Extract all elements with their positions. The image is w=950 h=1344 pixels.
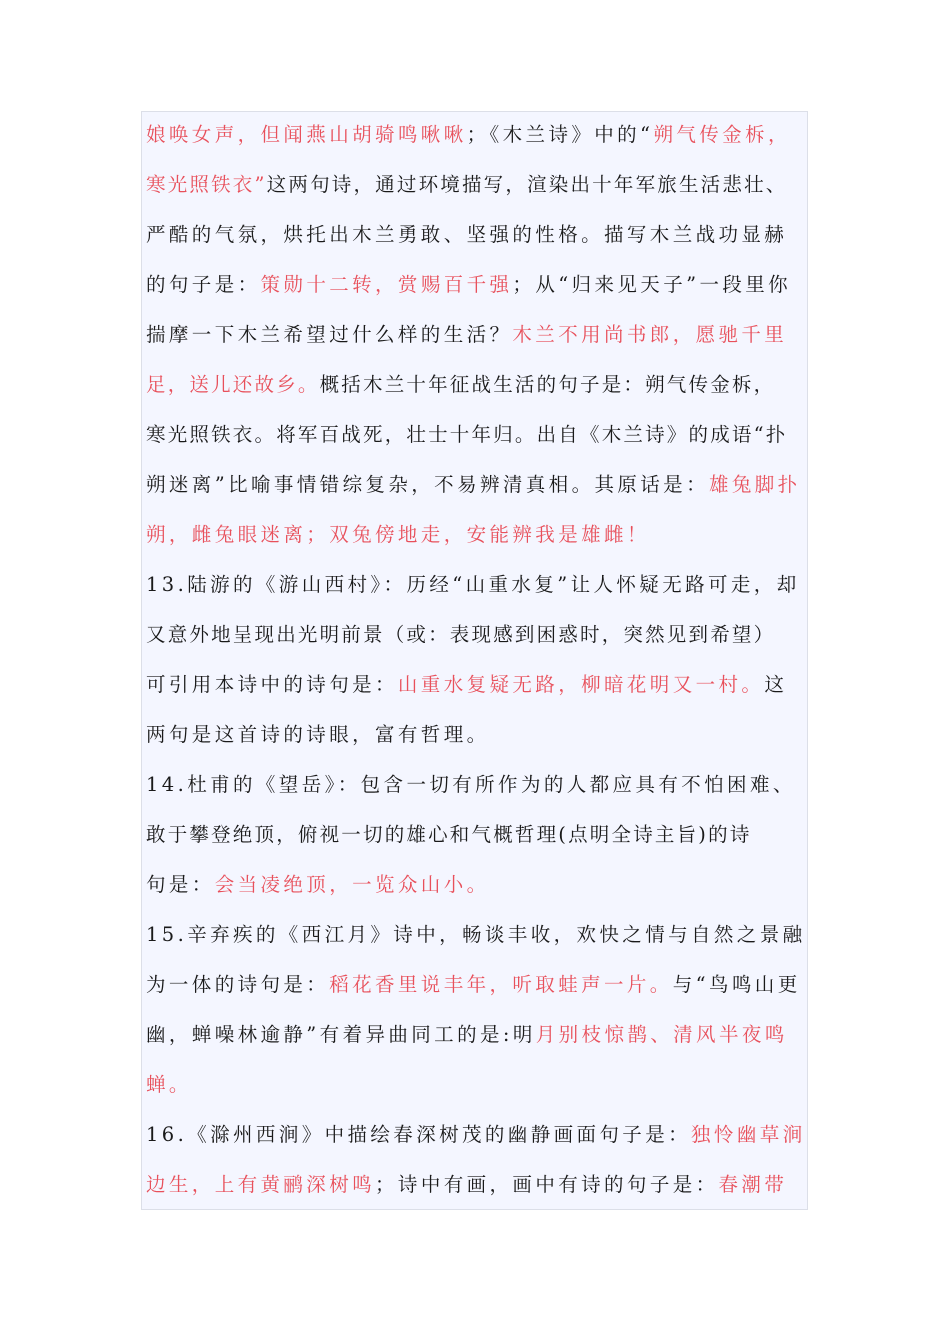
answer-text: 策勋十二转，赏赐百千强 bbox=[260, 273, 513, 296]
question-text: 13.陆游的《游山西村》：历经“山重水复”让人怀疑无路可走，却 bbox=[146, 573, 800, 596]
text-line bbox=[146, 910, 806, 960]
text-line bbox=[146, 1060, 806, 1110]
answer-text: 寒光照铁衣” bbox=[146, 173, 267, 196]
question-text: 与“鸟鸣山更 bbox=[672, 973, 801, 996]
answer-text: 山重水复疑无路，柳暗花明又一村。 bbox=[397, 673, 765, 696]
text-line bbox=[146, 860, 806, 910]
answer-text: 娘唤女声，但闻燕山胡骑鸣啾啾 bbox=[146, 123, 467, 146]
question-text: 严酷的气氛，烘托出木兰勇敢、坚强的性格。描写木兰战功显赫 bbox=[146, 223, 788, 246]
question-text: 16.《滁州西涧》中描绘春深树茂的幽静画面句子是： bbox=[146, 1123, 692, 1146]
document-body bbox=[146, 110, 806, 1210]
question-text: 这 bbox=[764, 673, 788, 696]
answer-text: 足，送儿还故乡。 bbox=[146, 373, 320, 396]
text-line bbox=[146, 960, 806, 1010]
question-text: 14.杜甫的《望岳》：包含一切有所作为的人都应具有不怕困难、 bbox=[146, 773, 796, 796]
question-text: 这两句诗，通过环境描写，渲染出十年军旅生活悲壮、 bbox=[266, 173, 788, 196]
question-text: 为一体的诗句是： bbox=[146, 973, 330, 996]
question-text: 又意外地呈现出光明前景（或：表现感到困惑时，突然见到希望） bbox=[146, 623, 776, 646]
answer-text: 稻花香里说丰年，听取蛙声一片。 bbox=[329, 973, 673, 996]
text-line bbox=[146, 510, 806, 560]
question-text: 寒光照铁衣。将军百战死，壮士十年归。出自《木兰诗》的成语“扑 bbox=[146, 423, 788, 446]
question-text: 两句是这首诗的诗眼，富有哲理。 bbox=[146, 723, 490, 746]
answer-text: 边生，上有黄鹂深树鸣 bbox=[146, 1173, 376, 1196]
answer-text: 蝉。 bbox=[146, 1073, 192, 1096]
text-line bbox=[146, 1160, 806, 1210]
question-text: 可引用本诗中的诗句是： bbox=[146, 673, 398, 696]
question-text: 概括木兰十年征战生活的句子是：朔气传金柝， bbox=[319, 373, 776, 396]
text-line bbox=[146, 460, 806, 510]
text-line bbox=[146, 310, 806, 360]
answer-text: 月别枝惊鹊、清风半夜鸣 bbox=[535, 1023, 788, 1046]
text-line bbox=[146, 810, 806, 860]
question-text: 朔迷离”比喻事情错综复杂，不易辨清真相。其原话是： bbox=[146, 473, 709, 496]
text-line bbox=[146, 210, 806, 260]
answer-text: 雄兔脚扑 bbox=[708, 473, 801, 496]
text-line bbox=[146, 360, 806, 410]
question-text: 15.辛弃疾的《西江月》诗中，畅谈丰收，欢快之情与自然之景融 bbox=[146, 923, 806, 946]
text-line bbox=[146, 110, 806, 160]
answer-text: 会当凌绝顶，一览众山小。 bbox=[214, 873, 490, 896]
answer-text: 春潮带 bbox=[718, 1173, 788, 1196]
question-text: ；诗中有画，画中有诗的句子是： bbox=[375, 1173, 719, 1196]
question-text: ；从“归来见天子”一段里你 bbox=[512, 273, 792, 296]
text-line bbox=[146, 560, 806, 610]
text-line bbox=[146, 760, 806, 810]
text-line bbox=[146, 610, 806, 660]
answer-text: 朔气传金柝， bbox=[653, 123, 791, 146]
text-line bbox=[146, 260, 806, 310]
question-text: 揣摩一下木兰希望过什么样的生活？ bbox=[146, 323, 513, 346]
answer-text: 独怜幽草涧 bbox=[691, 1123, 806, 1146]
question-text: 句是： bbox=[146, 873, 215, 896]
question-text: 的句子是： bbox=[146, 273, 261, 296]
text-line bbox=[146, 1010, 806, 1060]
text-line bbox=[146, 410, 806, 460]
text-line bbox=[146, 160, 806, 210]
question-text: 敢于攀登绝顶，俯视一切的雄心和气概哲理(点明全诗主旨)的诗 bbox=[146, 823, 752, 846]
question-text: 幽，蝉噪林逾静”有着异曲同工的是:明 bbox=[146, 1023, 536, 1046]
question-text: ；《木兰诗》中的“ bbox=[466, 123, 654, 146]
text-line bbox=[146, 710, 806, 760]
answer-text: 木兰不用尚书郎，愿驰千里 bbox=[512, 323, 788, 346]
answer-text: 朔，雌兔眼迷离；双兔傍地走，安能辨我是雄雌！ bbox=[146, 523, 650, 546]
text-line bbox=[146, 1110, 806, 1160]
text-line bbox=[146, 660, 806, 710]
